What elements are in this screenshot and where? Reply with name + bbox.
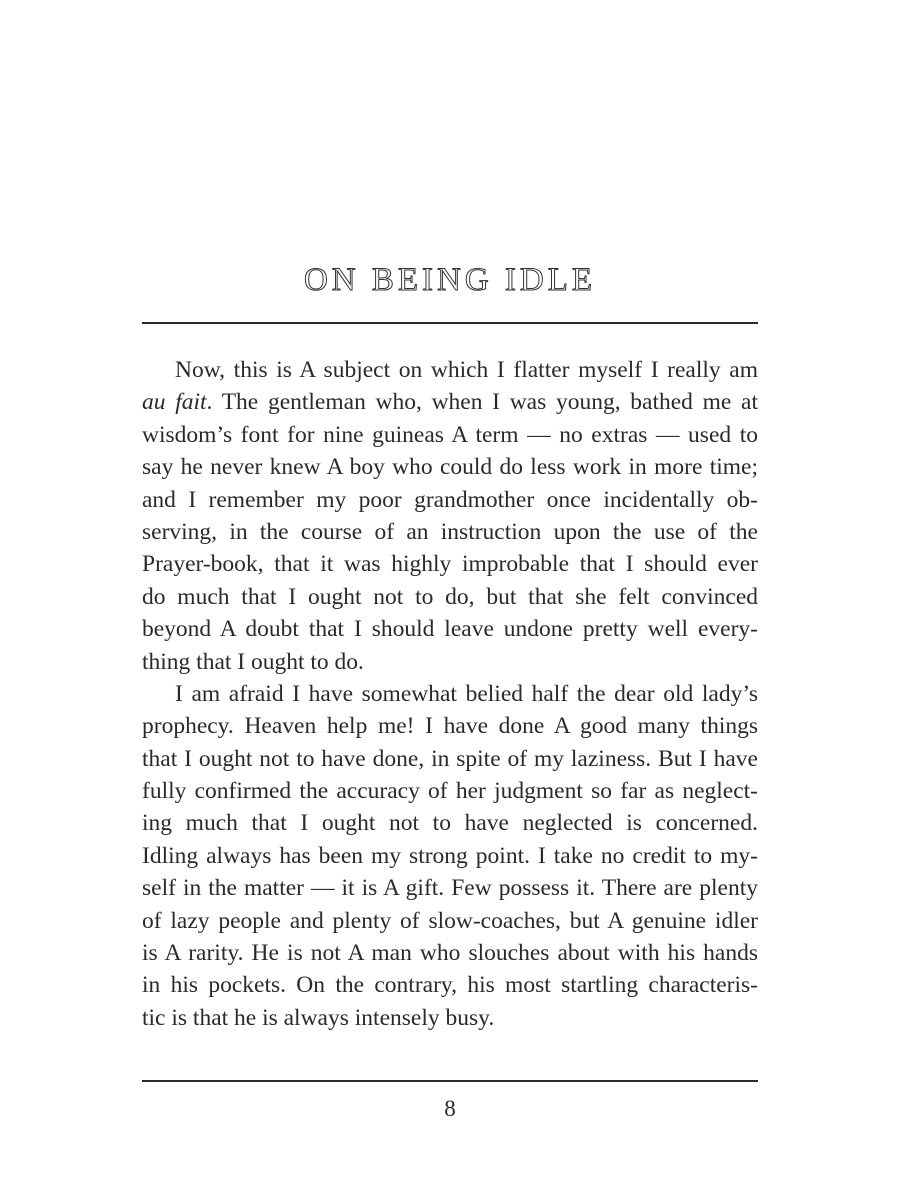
text-line: Prayer-book, that it was highly improbable that I should ever [142,551,758,578]
text-line: beyond A doubt that I should leave undone pretty well every- [142,616,758,643]
text-line: self in the matter — it is A gift. Few possess it. There are plenty [142,875,758,902]
bottom-rule [142,1080,758,1082]
text-line [142,386,758,418]
text-line: do much that I ought not to do, but that she felt convinced [142,583,758,610]
text-line: say he never knew A boy who could do less work in more time; [142,454,758,481]
text-line: Now, this is A subject on which I flatter myself I really am [175,357,758,383]
text-line: prophecy. Heaven help me! I have done A good many things [142,713,758,740]
text-line: that I ought not to have done, in spite of my laziness. But I have [142,745,758,772]
body-text [142,354,758,1034]
text-line: serving, in the course of an instruction upon the use of the [142,518,758,545]
text-line: tic is that he is always intensely busy. [142,1004,495,1031]
text-line: thing that I ought to do. [142,648,364,675]
italic-phrase: au fait [142,389,207,416]
paragraph-2 [142,678,758,1034]
page-number: 8 [444,1096,456,1121]
chapter-title: ON BEING IDLE [303,262,597,298]
paragraph-1 [142,354,758,678]
text-line: wisdom’s font for nine guineas A term — no extras — used to [142,421,758,448]
text-line: of lazy people and plenty of slow-coaches, but A genuine idler [142,907,758,934]
text-line: ing much that I ought not to have neglected is concerned. [142,810,758,837]
top-rule [142,322,758,324]
text-line: fully confirmed the accuracy of her judgment so far as neglect- [142,778,758,805]
text-line-rest: . The gentleman who, when I was young, bathed me at [206,389,758,416]
text-line: I am afraid I have somewhat belied half the dear old lady’s [175,680,758,707]
text-line: is A rarity. He is not A man who slouches about with his hands [142,940,758,967]
text-line: in his pockets. On the contrary, his most startling characteris- [142,972,758,999]
text-line: and I remember my poor grandmother once incidentally ob- [142,486,758,513]
text-line: Idling always has been my strong point. I take no credit to my- [142,842,758,869]
